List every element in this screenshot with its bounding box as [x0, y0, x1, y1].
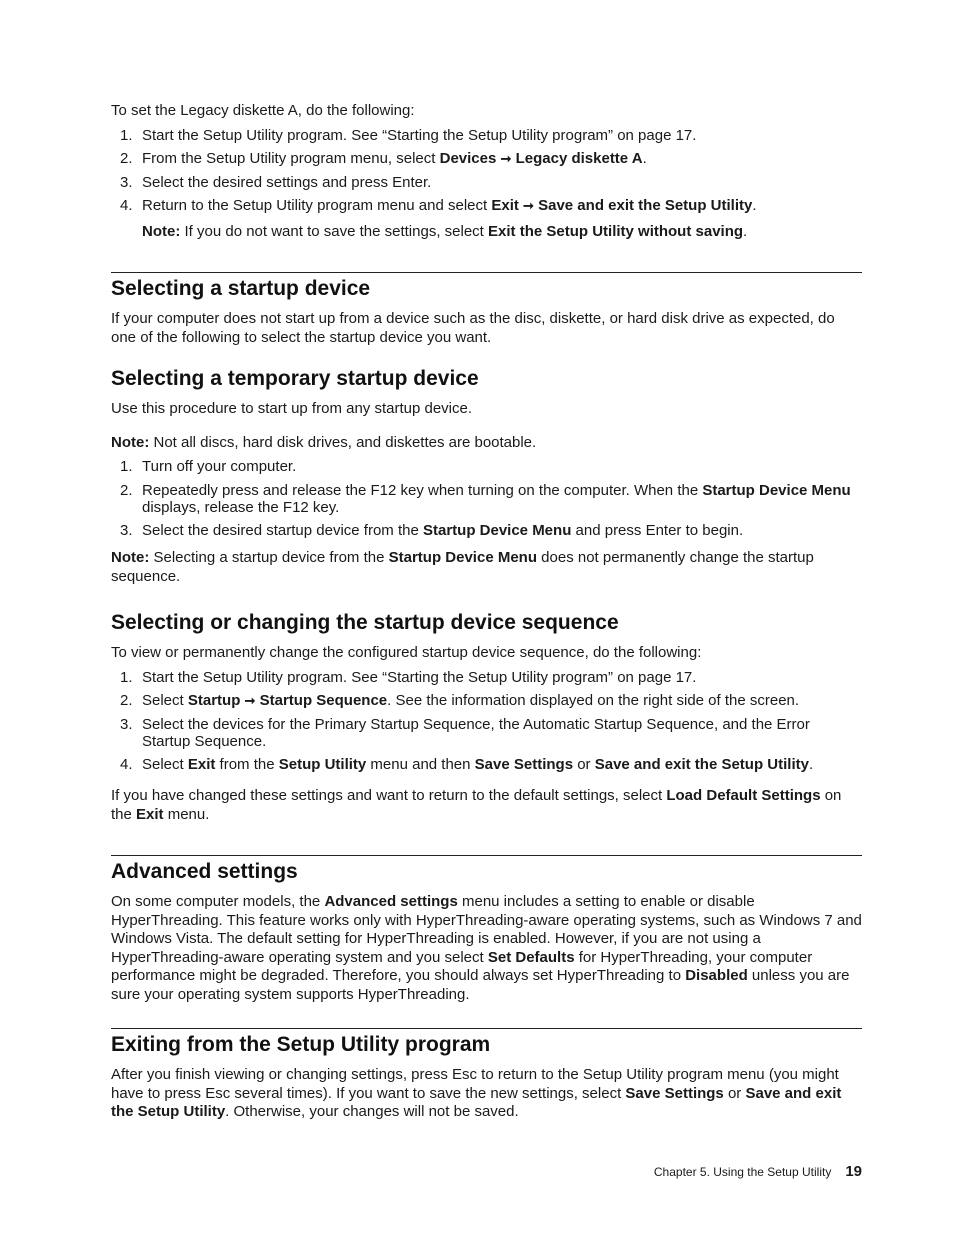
list-item: 3. Select the devices for the Primary Startup Sequence, the Automatic Startup Sequence, and the Error Startup Sequence.	[120, 715, 810, 750]
section-body: To view or permanently change the configured startup device sequence, do the following:	[111, 644, 702, 661]
arrow-icon: ➞	[523, 198, 534, 213]
section-title: Advanced settings	[111, 860, 298, 883]
section-title: Exiting from the Setup Utility program	[111, 1033, 491, 1056]
list-item: 2. Select Startup ➞ Startup Sequence. See the information displayed on the right side of the screen.	[120, 692, 800, 709]
list-item: 3. Select the desired startup device from the Startup Device Menu and press Enter to begin.	[120, 522, 744, 539]
arrow-icon: ➞	[244, 693, 256, 708]
note: Note: Not all discs, hard disk drives, and diskettes are bootable.	[111, 433, 537, 451]
section-tail: If you have changed these settings and want to return to the default settings, select Load Default Settings on the Exit menu.	[111, 787, 842, 823]
page-number: 19	[845, 1163, 862, 1180]
list-item: 4. Select Exit from the Setup Utility menu and then Save Settings or Save and exit the Setup Utility.	[120, 756, 814, 773]
section-body: On some computer models, the Advanced settings menu includes a setting to enable or disable HyperThreading. This feature works only with HyperThreading-aware operating systems, such as Windows 7 and Windows Vista. The default setting for HyperThreading is enabled. However, if you are not using a HyperThreading-aware operating system and you select Set Defaults for HyperThreading, your computer performance might be degraded. Therefore, you should always set HyperThreading to Disabled unless you are sure your operating system supports HyperThreading.	[111, 893, 862, 1003]
section-body: After you finish viewing or changing settings, press Esc to return to the Setup Utility program menu (you might have to press Esc several times). If you want to save the new settings, select Save Settings or Save and exit the Setup Utility. Otherwise, your changes will not be saved.	[111, 1066, 842, 1120]
legacy-steps-list	[111, 127, 757, 215]
note: Note: If you do not want to save the settings, select Exit the Setup Utility without saving.	[142, 223, 748, 240]
section-divider	[111, 855, 862, 856]
section-title: Selecting or changing the startup device sequence	[111, 611, 619, 634]
temporary-steps-list	[111, 458, 862, 539]
list-item: 2. Repeatedly press and release the F12 key when turning on the computer. When the Startup Device Menu displays, release the F12 key.	[120, 481, 851, 516]
list-item: 3. Select the desired settings and press Enter.	[120, 173, 432, 191]
page-footer	[654, 1163, 862, 1180]
list-item: 2. From the Setup Utility program menu, select Devices ➞ Legacy diskette A.	[120, 150, 647, 167]
section-exiting	[111, 1032, 862, 1122]
list-item: 1. Turn off your computer.	[120, 458, 297, 475]
section-temporary-startup	[111, 366, 862, 586]
list-item: 1. Start the Setup Utility program. See “Starting the Setup Utility program” on page 17.	[120, 126, 697, 144]
section-title: Selecting a temporary startup device	[111, 367, 479, 390]
section-divider	[111, 272, 862, 273]
section-title: Selecting a startup device	[111, 277, 371, 300]
list-item: 4. Return to the Setup Utility program menu and select Exit ➞ Save and exit the Setup Utility.	[120, 197, 757, 214]
note: Note: Selecting a startup device from the Startup Device Menu does not permanently change the startup sequence.	[111, 549, 814, 585]
section-body: If your computer does not start up from a device such as the disc, diskette, or hard disk drive as expected, do one of the following to select the startup device you want.	[111, 310, 835, 346]
section-advanced-settings	[111, 859, 862, 1004]
chapter-label: Chapter 5. Using the Setup Utility	[653, 1165, 832, 1179]
arrow-icon: ➞	[500, 151, 512, 166]
section-startup-sequence	[111, 610, 862, 824]
section-startup-device	[111, 276, 862, 347]
section-body: Use this procedure to start up from any startup device.	[111, 400, 473, 417]
legacy-diskette-section	[111, 102, 757, 242]
section-divider	[111, 1028, 862, 1029]
intro-text: To set the Legacy diskette A, do the following:	[111, 102, 415, 119]
list-item: 1. Start the Setup Utility program. See “Starting the Setup Utility program” on page 17.	[120, 668, 697, 686]
sequence-steps-list	[111, 669, 862, 774]
